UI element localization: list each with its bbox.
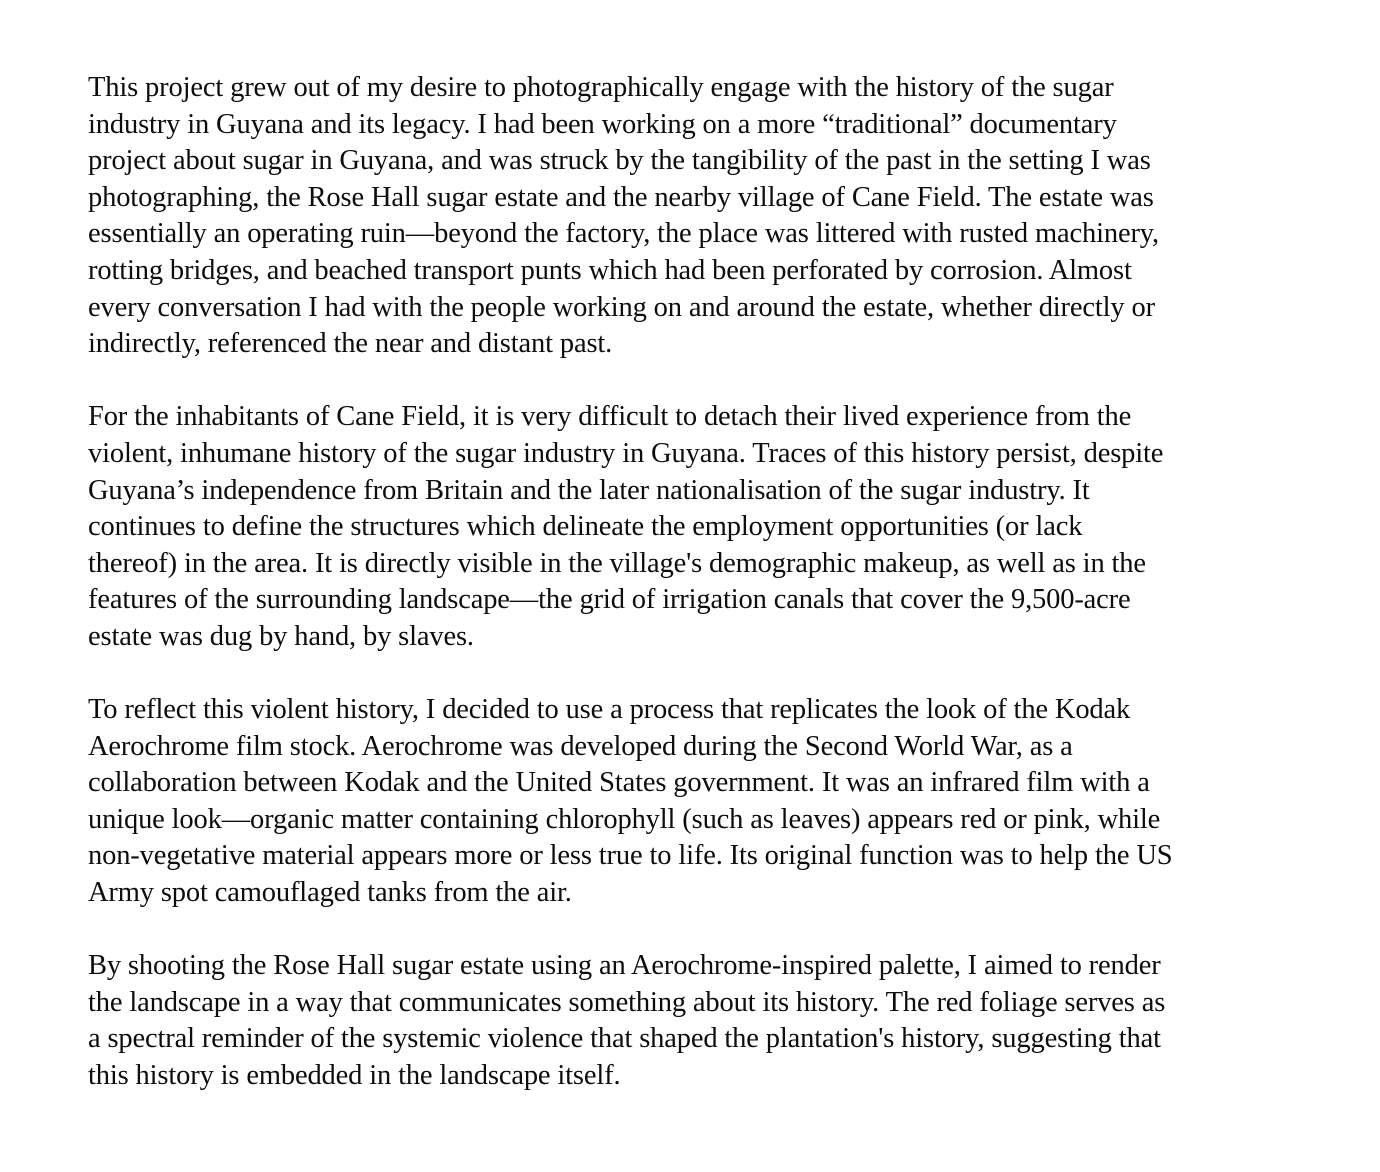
text-line: photographing, the Rose Hall sugar estate and the nearby village of Cane Field. The estate was [88, 181, 1154, 213]
paragraph-project-origin [88, 70, 1318, 363]
paragraph-aerochrome [88, 692, 1318, 912]
text-line: rotting bridges, and beached transport punts which had been perforated by corrosion. Almost [88, 254, 1132, 286]
text-line: project about sugar in Guyana, and was struck by the tangibility of the past in the setting I was [88, 145, 1151, 177]
text-line: the landscape in a way that communicates something about its history. The red foliage serves as [88, 986, 1166, 1018]
text-line: violent, inhumane history of the sugar industry in Guyana. Traces of this history persist, despite [88, 437, 1164, 469]
text-line: essentially an operating ruin—beyond the factory, the place was littered with rusted machinery, [88, 218, 1160, 250]
article-body [88, 70, 1318, 1131]
text-line: estate was dug by hand, by slaves. [88, 620, 474, 652]
text-line: For the inhabitants of Cane Field, it is very difficult to detach their lived experience from the [88, 401, 1132, 433]
paragraph-conclusion [88, 948, 1318, 1094]
text-line: collaboration between Kodak and the United States government. It was an infrared film with a [88, 767, 1150, 799]
text-line: continues to define the structures which delineate the employment opportunities (or lack [88, 511, 1083, 543]
text-line: a spectral reminder of the systemic violence that shaped the plantation's history, suggesting that [88, 1023, 1161, 1055]
text-line: thereof) in the area. It is directly visible in the village's demographic makeup, as well as in the [88, 547, 1146, 579]
text-line: By shooting the Rose Hall sugar estate using an Aerochrome-inspired palette, I aimed to render [88, 950, 1161, 982]
text-line: this history is embedded in the landscape itself. [88, 1060, 621, 1092]
text-line: unique look—organic matter containing chlorophyll (such as leaves) appears red or pink, while [88, 803, 1161, 835]
text-line: indirectly, referenced the near and distant past. [88, 328, 613, 360]
text-line: every conversation I had with the people working on and around the estate, whether directly or [88, 291, 1155, 323]
text-line: Guyana’s independence from Britain and the later nationalisation of the sugar industry. It [88, 474, 1090, 506]
text-line: features of the surrounding landscape—the grid of irrigation canals that cover the 9,500-acre [88, 584, 1131, 616]
text-line: Army spot camouflaged tanks from the air. [88, 877, 572, 909]
text-line: industry in Guyana and its legacy. I had been working on a more “traditional” documentary [88, 108, 1117, 140]
text-line: non-vegetative material appears more or less true to life. Its original function was to help the US [88, 840, 1173, 872]
paragraph-cane-field [88, 399, 1318, 655]
text-line: This project grew out of my desire to photographically engage with the history of the sugar [88, 72, 1114, 103]
text-line: Aerochrome film stock. Aerochrome was developed during the Second World War, as a [88, 730, 1073, 762]
text-line: To reflect this violent history, I decided to use a process that replicates the look of the Kodak [88, 694, 1131, 726]
